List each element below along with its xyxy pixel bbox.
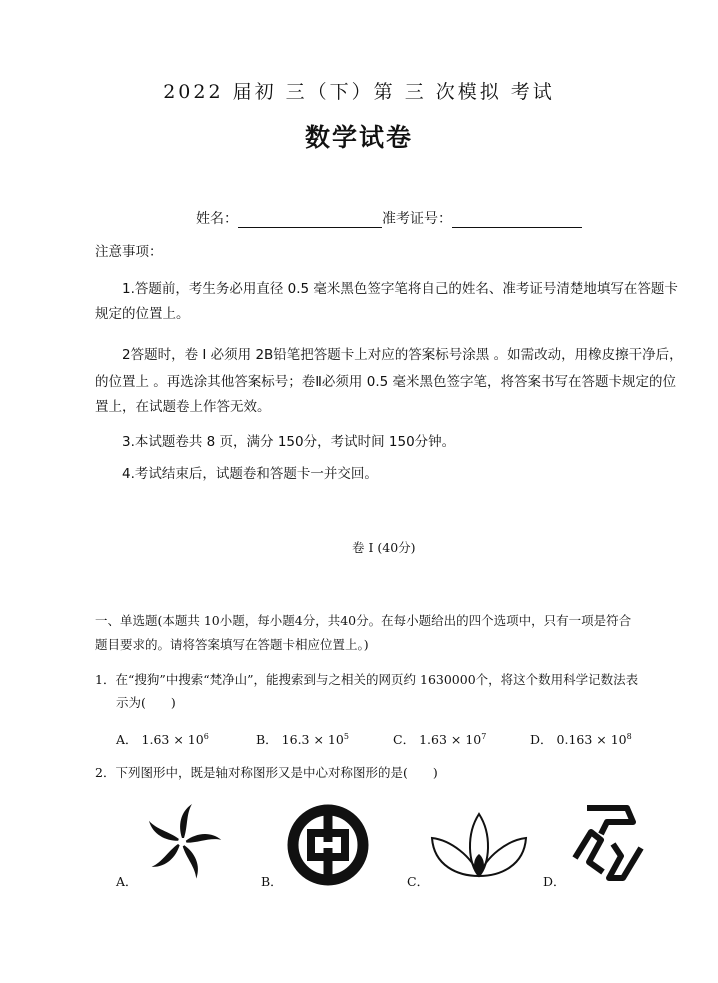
question-2: 2．下列图形中，既是轴对称图形又是中心对称图形的是( ) xyxy=(95,765,438,780)
q1-option-a: A． $1.63 \times 10^6$ xyxy=(116,731,209,747)
notice-item-2-cont2: 置上，在试题卷上作答无效。 xyxy=(95,399,271,415)
q1-option-b: B． $16.3 \times 10^5$ xyxy=(256,731,349,747)
subject-title: 数学试卷 xyxy=(304,123,413,152)
exam-id-field[interactable] xyxy=(452,212,582,228)
notice-item-1-cont: 规定的位置上。 xyxy=(95,306,190,322)
exam-title: 2022 届初 三（下）第 三 次模拟 考试 xyxy=(163,81,555,103)
id-label: 准考证号： xyxy=(382,211,452,227)
name-field[interactable] xyxy=(238,212,382,228)
bank-logo-figure xyxy=(283,800,373,890)
question-1: 1．在“搜狗”中搜索“梵净山”，能搜索到与之相关的网页约 1630000个，将这个数用科学记数法表 xyxy=(95,672,639,687)
notice-item-2-cont: 的位置上 。再选涂其他答案标号；卷Ⅱ必须用 0.5 毫米黑色签字笔，将答案书写在答题卡规定的位 xyxy=(95,374,676,390)
q1-option-d: D． $0.163 \times 10^8$ xyxy=(530,731,632,747)
section-title: 卷 Ⅰ (40分) xyxy=(352,540,416,555)
section-intro: 一、单选题(本题共 10小题，每小题4分，共40分。在每小题给出的四个选项中，只有一项是符合 xyxy=(95,613,632,628)
pinwheel-figure xyxy=(140,800,224,884)
q2-label-c: C． xyxy=(407,874,430,889)
section-intro-cont: 题目要求的。请将答案填写在答题卡相应位置上。) xyxy=(95,637,369,652)
q2-label-a: A． xyxy=(116,874,138,889)
student-info-row xyxy=(196,208,582,228)
notice-heading: 注意事项： xyxy=(95,244,163,260)
notice-item-3: 3.本试题卷共 8 页，满分 150分，考试时间 150分钟。 xyxy=(122,434,456,450)
q1-option-c: C． $1.63 \times 10^7$ xyxy=(393,731,487,747)
name-label: 姓名： xyxy=(196,211,238,227)
notice-item-1: 1.答题前，考生务必用直径 0.5 毫米黑色签字笔将自己的姓名、准考证号清楚地填写在答题卡 xyxy=(122,281,678,297)
lotus-figure xyxy=(428,800,530,884)
q2-label-d: D． xyxy=(543,874,566,889)
triangular-knot-figure xyxy=(567,800,647,884)
question-1-cont: 示为( ) xyxy=(116,695,176,710)
notice-item-4: 4.考试结束后，试题卷和答题卡一并交回。 xyxy=(122,466,378,482)
q2-label-b: B． xyxy=(261,874,283,889)
notice-item-2: 2答题时，卷 Ⅰ 必须用 2B铅笔把答题卡上对应的答案标号涂黑 。如需改动，用橡皮擦干净后， xyxy=(122,347,683,363)
